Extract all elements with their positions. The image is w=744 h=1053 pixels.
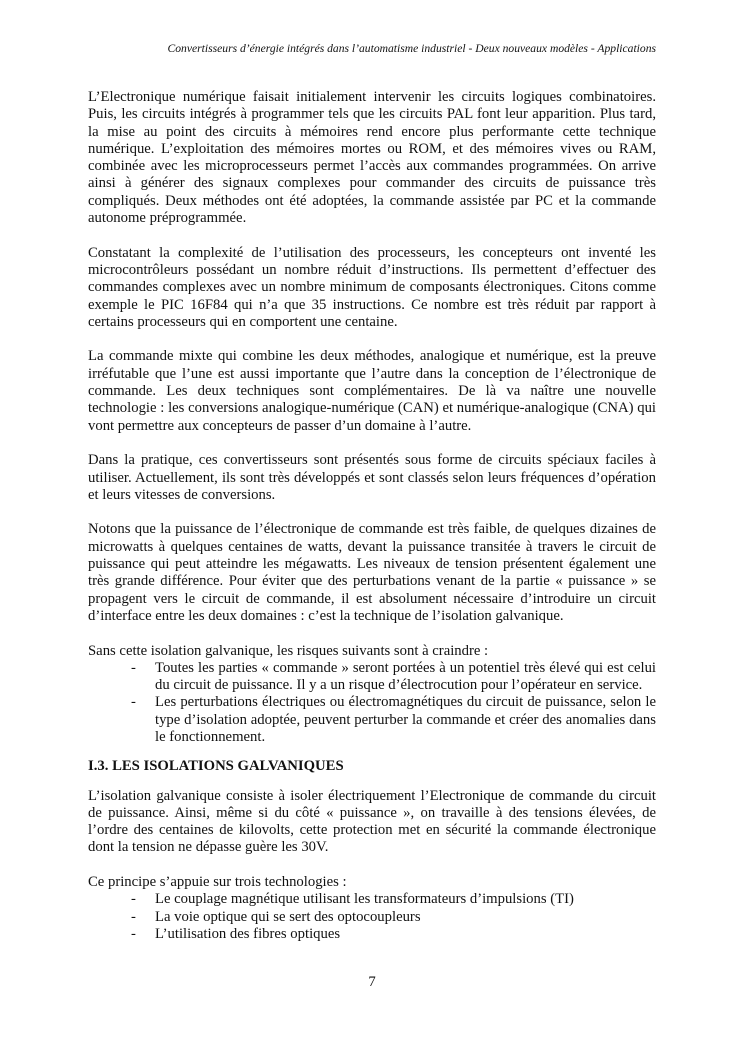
- list-item: [88, 909, 656, 926]
- paragraph: Ce principe s’appuie sur trois technologies :: [88, 874, 347, 891]
- dash-bullet: -: [131, 908, 136, 925]
- dash-bullet: -: [131, 925, 136, 942]
- dash-bullet: -: [131, 659, 136, 676]
- dash-bullet: -: [131, 694, 136, 711]
- list-item-text: L’utilisation des fibres optiques: [155, 925, 341, 942]
- paragraph: L’isolation galvanique consiste à isoler électriquement l’Electronique de commande du circuit de puissance. Ainsi, même si du côté « puissance », on travaille à des tensions élevées, de l’ordre des centaines de kilovolts, cette protection met en sécurité la commande électronique dont la tension ne dépasse guère les 30V.: [88, 787, 656, 856]
- running-header: Convertisseurs d’énergie intégrés dans l’automatisme industriel - Deux nouveaux modèles - Applications: [167, 42, 656, 55]
- paragraph: Constatant la complexité de l’utilisation des processeurs, les concepteurs ont inventé les microcontrôleurs possédant un nombre réduit d’instructions. Ils permettent d’effectuer des commandes complexes avec un nombre minimum de composants électroniques. Citons comme exemple le PIC 16F84 qui n’a que 35 instructions. Ce nombre est très réduit par rapport à certains processeurs qui en comportent une centaine.: [88, 244, 656, 330]
- page-body: [88, 89, 656, 943]
- technologies-list: [88, 891, 656, 943]
- section-heading: I.3. LES ISOLATIONS GALVANIQUES: [88, 758, 344, 775]
- risks-list: [88, 660, 656, 746]
- list-item-text: Toutes les parties « commande » seront portées à un potentiel très élevé qui est celui du circuit de puissance. Il y a un risque d’électrocution pour l’opérateur en service.: [155, 659, 656, 694]
- dash-bullet: -: [131, 891, 136, 908]
- paragraph: Notons que la puissance de l’électronique de commande est très faible, de quelques dizaines de microwatts à quelques centaines de watts, devant la puissance transitée à travers le circuit de puissance qui peut atteindre les mégawatts. Les niveaux de tension présentent également une très grande différence. Pour éviter que des perturbations venant de la partie « puissance » se propagent vers le circuit de commande, il est absolument nécessaire d’introduire un circuit d’interface entre les deux domaines : c’est la technique de l’isolation galvanique.: [88, 521, 656, 624]
- paragraph: Dans la pratique, ces convertisseurs sont présentés sous forme de circuits spéciaux faciles à utiliser. Actuellement, ils sont très développés et sont classés selon leurs fréquences d’opération et leurs vitesses de conversions.: [88, 452, 656, 503]
- paragraph: La commande mixte qui combine les deux méthodes, analogique et numérique, est la preuve irréfutable que l’une est aussi importante que l’autre dans la conception de l’électronique de commande. Les deux techniques sont complémentaires. De là va naître une nouvelle technologie : les conversions analogique-numérique (CAN) et numérique-analogique (CNA) qui vont permettre aux concepteurs de passer d’un domaine à l’autre.: [88, 348, 656, 434]
- list-item-text: Les perturbations électriques ou électromagnétiques du circuit de puissance, selon le type d’isolation adoptée, peuvent perturber la commande et créer des anomalies dans le fonctionnement.: [155, 694, 656, 745]
- page-number: 7: [368, 974, 376, 990]
- list-item: [88, 660, 656, 695]
- list-item: [88, 891, 656, 908]
- list-item-text: La voie optique qui se sert des optocoupleurs: [155, 908, 421, 925]
- paragraph: L’Electronique numérique faisait initialement intervenir les circuits logiques combinatoires. Puis, les circuits intégrés à programmer tels que les circuits PAL font leur apparition. Plus tard, la mise au point des circuits à mémoires rend encore plus performante cette technique numérique. L’exploitation des mémoires mortes ou ROM, et des mémoires vives ou RAM, combinée avec les microprocesseurs permet l’accès aux commandes programmées. On arrive ainsi à générer des signaux complexes pour commander des circuits de puissance très compliqués. Deux méthodes ont été adoptées, la commande assistée par PC et la commande autonome préprogrammée.: [88, 89, 656, 227]
- list-item: [88, 926, 656, 943]
- list-item: [88, 694, 656, 746]
- list-item-text: Le couplage magnétique utilisant les transformateurs d’impulsions (TI): [155, 891, 574, 908]
- paragraph: Sans cette isolation galvanique, les risques suivants sont à craindre :: [88, 642, 489, 659]
